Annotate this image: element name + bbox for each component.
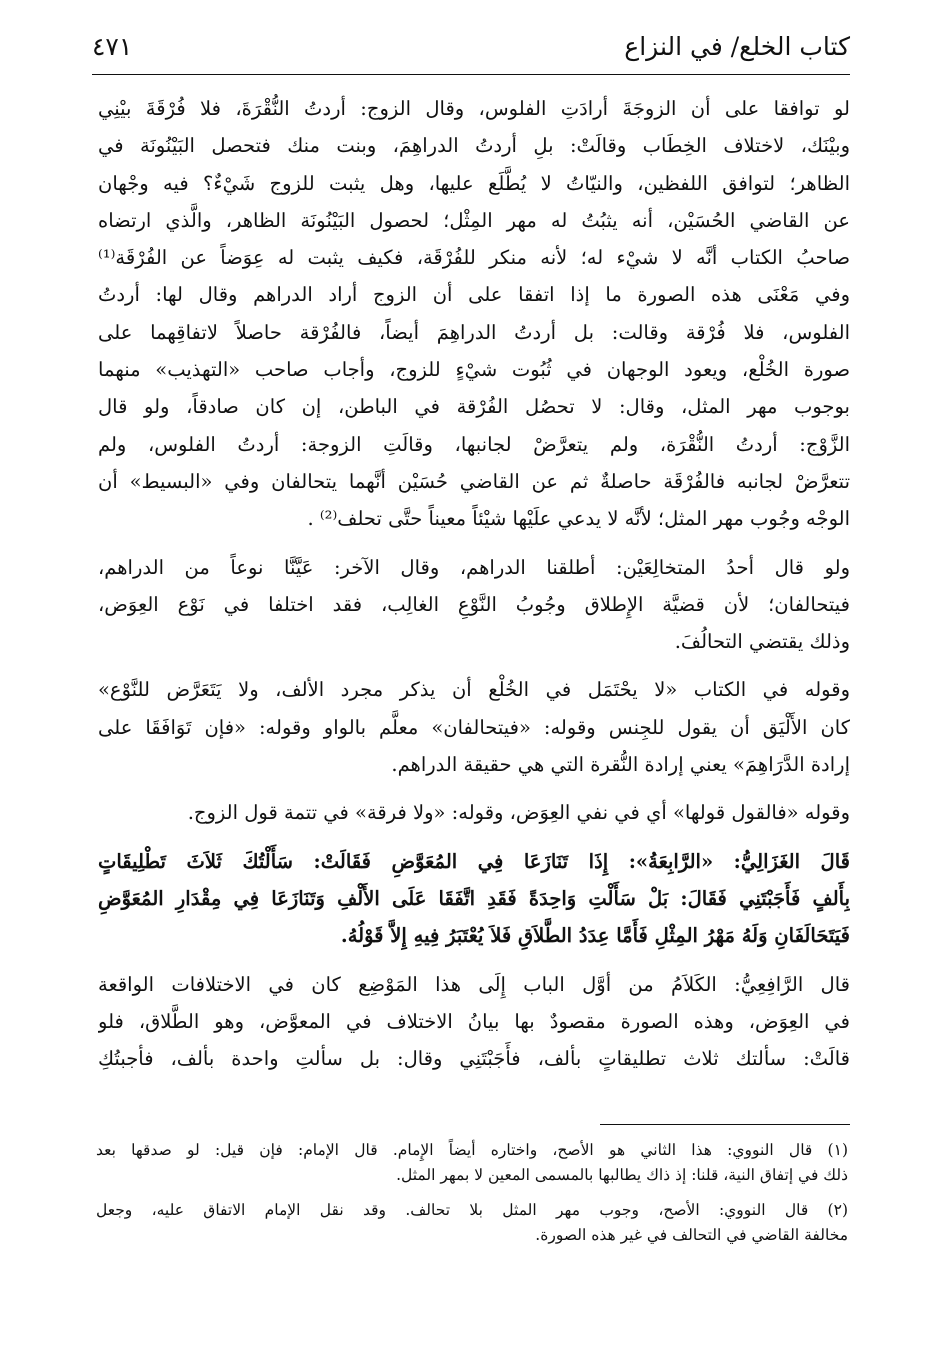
text-line: وفي مَعْنَى هذه الصورة ما إذا اتفقا على أن الزوج أراد الدراهم وقال لها: أردتُ bbox=[98, 283, 850, 307]
footnote-rule bbox=[600, 1124, 850, 1125]
page-number: ٤٧١ bbox=[92, 32, 133, 61]
page-header bbox=[92, 30, 850, 80]
text-line: ولو قال أحدُ المتخالِعَيْن: أطلقنا الدراهم، وقال الآخر: عَيَّنَّا نوعاً من الدراهم، bbox=[98, 555, 850, 579]
footnote-line: ذلك في إتفاق النية، قلنا: إذ ذاك يطالبها بالمسمى المعين لا بمهر المثل. bbox=[396, 1166, 848, 1184]
text-line: بوجوب مهر المثل، وقال: لا تحصُل الفُرْقة في الباطن، إن كان صادقاً، ولو قال bbox=[98, 395, 850, 419]
text-line: لو توافقا على أن الزوجَةَ أرادَتِ الفلوس، وقال الزوج: أردتُ النُّقْرَةَ، فلا فُرْقَةَ بيْنِي bbox=[98, 97, 850, 120]
text-line: وذلك يقتضي التحالُفَ. bbox=[674, 630, 850, 654]
text-line: تتعرَّضْ لجانبه فالفُرْقَة حاصلةٌ ثم عن القاضي حُسَيْن أنَّهما يتحالفان وفي «البسيط» أن bbox=[98, 469, 850, 493]
text-line: قال الرَّافِعِيُّ: الكَلاَمُ من أوَّل الباب إِلَى هذا المَوْضِع كان في الاختلافات الواقعة bbox=[98, 972, 850, 996]
footnote-line: (١) قال النووي: هذا الثاني هو الأصح، واختاره أيضاً الإِمام. قال الإمام: فإن قيل: لو صدقها بعد bbox=[96, 1141, 848, 1159]
text-line: فَيَتَحَالَفَانِ وَلَهُ مَهْرُ المِثْلِ فَأَمَّا عِدَدُ الطَّلاَقِ فَلاَ يُعْتَبَرُ فِيهِ إِلاَّ قَوْلُهُ. bbox=[340, 924, 850, 948]
text-line: الزَّوْج: أردتُ النُّقْرَة، ولم يتعرَّضْ لجانبها، وقالَتِ الزوجة: أردتُ الفلوس، ولم bbox=[98, 432, 850, 456]
text-line: وقوله في الكتاب «لا يحْتَمَل في الخُلْع أن يذكر مجرد الألف، ولا يَتَعَرَّض للنَّوْع» bbox=[98, 678, 850, 702]
footnotes bbox=[96, 1138, 848, 1248]
text-line: بِأَلفٍ فَأَجَبْتَنِي فَقَالَ: بَلْ سَأَلْتِ وَاحِدَةً فَقَدِ اتَّفَقَا عَلَى الأَلْفِ وَتَنَازَعَا فِي مِقْدَارِ المُعَوَّضِ bbox=[98, 886, 850, 910]
text-line: عن القاضي الحُسَيْن، أنه يثبُتُ له مهر المِثْل؛ لحصول البَيْنُونَة الظاهر، والَّذي ارتضاه bbox=[98, 208, 850, 232]
text-line: قالَتْ: سألتك ثلاث تطليقاتٍ بألف، فأَجَبْتَنِي وقال: بل سألتِ واحدة بألف، فأجبتُكِ bbox=[98, 1047, 850, 1071]
text-line: قَالَ الغَزَالِيُّ: «الرَّابِعَةُ»: إِذَا تَنَازَعَا فِي المُعَوَّضِ فَقَالَتْ: سَأَلْتُكَ ثَلاَثَ تَطْلِيقَاتٍ bbox=[98, 849, 850, 873]
main-text bbox=[98, 90, 850, 1090]
text-line: وقوله «فالقول قولها» أي في نفي العِوَض، وقوله: «ولا فرقة» في تتمة قول الزوج. bbox=[187, 801, 850, 825]
text-line: صورة الخُلْع، ويعود الوجهان في ثُبُوت شيْءٍ للزوج، وأجاب صاحب «التهذيب» منهما bbox=[98, 358, 850, 382]
text-line: الفلوس، فلا فُرْقة وقالت: بل أردتُ الدراهِمَ أيضاً، فالفُرْقة حاصلاً لاتفاقِهما على bbox=[98, 320, 850, 344]
text-line: الظاهر؛ لتوافق اللفظين، والنيّاتُ لا يُطَّلَع عليها، وهل يثبت للزوج شَيْءٌ؟ فيه وجْهان bbox=[98, 171, 850, 195]
text-line: الوجْه وجُوب مهر المثل؛ لأنَّه لا يدعي علَيْها شيْئاً معيناً حتَّى تحلف⁽²⁾ . bbox=[307, 507, 850, 531]
text-line: فيتحالفان؛ لأن قضيَّة الإِطلاق وجُوبُ النَّوْعِ الغالِب، فقد اختلفا في نَوْع العِوَض، bbox=[98, 592, 850, 616]
footnote-line: مخالفة القاضي في التحالف في غير هذه الصورة. bbox=[535, 1226, 848, 1244]
text-line: وبيْنَك، لاختلاف الخِطَاب وقالَتْ: بلِ أردتُ الدراهِمَ، وبنت منك فتحصل البَيْنُونَة في bbox=[98, 134, 850, 158]
running-title: كتاب الخلع/ في النزاع bbox=[624, 32, 850, 61]
text-line: في العِوَض، وهذه الصورة مقصودٌ بها بيانُ الاختلاف في المعوَّض، وهو الطَّلاق، فلو bbox=[98, 1009, 850, 1033]
text-line: كان الأَلْيَق أن يقول للجِنس وقوله: «فيتحالفان» معلَّم بالواو وقوله: «فإن تَوَافَقَا على bbox=[98, 715, 850, 739]
text-line: إرادة الدَّرَاهِمَ» يعني إرادة النُّقرة التي هي حقيقة الدراهم. bbox=[391, 753, 850, 777]
footnote-line: (٢) قال النووي: الأصح، وجوب مهر المثل بلا تحالف. وقد نقل الإمام الاتفاق عليه، وجعل bbox=[96, 1201, 848, 1219]
header-rule bbox=[92, 74, 850, 75]
text-line: صاحبُ الكتاب أنَّه لا شيْء له؛ لأنه منكر للفُرْقَة، فكيف يثبت له عِوَضاً عن الفُرْقَة⁽¹⁾ bbox=[98, 246, 850, 270]
